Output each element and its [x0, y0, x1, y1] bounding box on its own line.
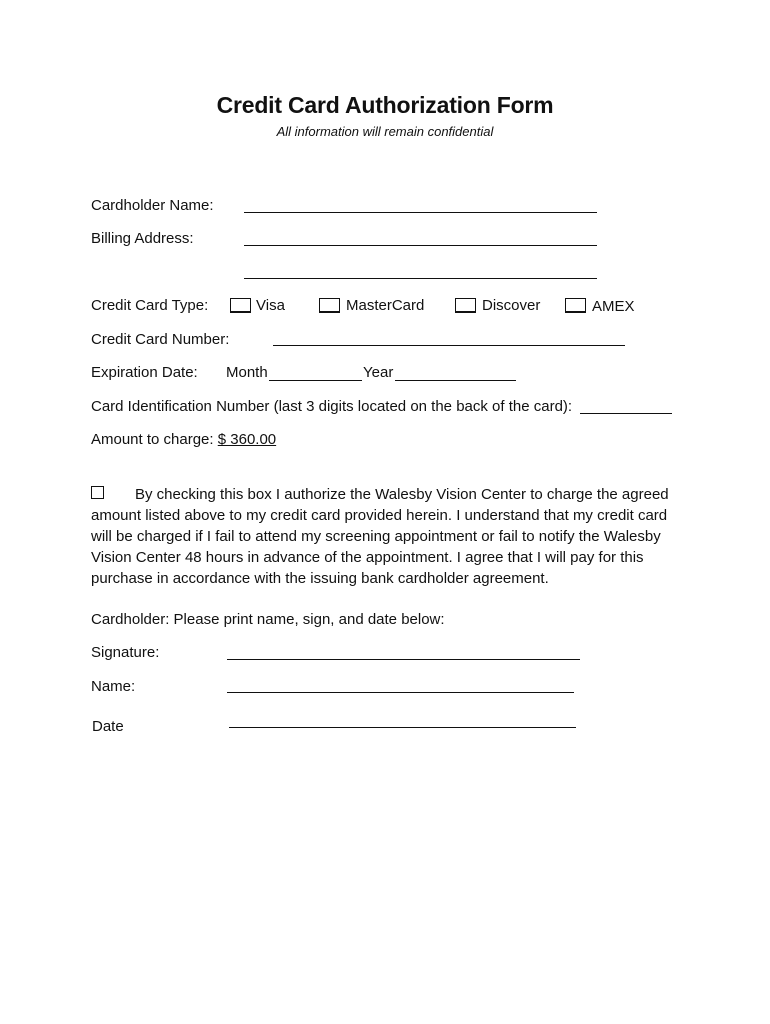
- visa-checkbox[interactable]: [230, 298, 251, 313]
- mastercard-checkbox[interactable]: [319, 298, 340, 313]
- expiration-label: Expiration Date:: [91, 364, 198, 381]
- amex-checkbox[interactable]: [565, 298, 586, 313]
- signature-label: Signature:: [91, 644, 160, 661]
- amount-value: $ 360.00: [217, 431, 277, 448]
- year-label: Year: [363, 364, 394, 381]
- cid-label: Card Identification Number (last 3 digits located on the back of the card):: [91, 398, 573, 415]
- year-field[interactable]: [395, 380, 516, 381]
- visa-label: Visa: [256, 297, 285, 314]
- mastercard-label: MasterCard: [346, 297, 425, 314]
- signature-field[interactable]: [227, 659, 580, 660]
- billing-address-label: Billing Address:: [91, 230, 194, 247]
- billing-address-field-2[interactable]: [244, 278, 597, 279]
- month-label: Month: [226, 364, 268, 381]
- cid-field[interactable]: [580, 413, 672, 414]
- cardholder-name-label: Cardholder Name:: [91, 197, 214, 214]
- instruction-text: Cardholder: Please print name, sign, and date below:: [91, 611, 445, 628]
- card-type-label: Credit Card Type:: [91, 297, 209, 314]
- authorization-text: By checking this box I authorize the Walesby Vision Center to charge the agreed amount listed above to my credit card provided herein. I understand that my credit card will be charged if I fail to attend my screening appointment or fail to notify the Walesby Vision Center 48 hours in advance of the appointment. I agree that I will pay for this purchase in accordance with the issuing bank cardholder agreement.: [91, 486, 669, 587]
- card-number-label: Credit Card Number:: [91, 331, 230, 348]
- form-title: Credit Card Authorization Form: [216, 92, 554, 118]
- amount-label: Amount to charge:: [91, 431, 214, 448]
- discover-label: Discover: [482, 297, 541, 314]
- month-field[interactable]: [269, 380, 362, 381]
- date-field[interactable]: [229, 727, 576, 728]
- amex-label: AMEX: [592, 298, 635, 315]
- name-label: Name:: [91, 678, 136, 695]
- name-field[interactable]: [227, 692, 574, 693]
- amount-row: [91, 431, 276, 448]
- authorization-paragraph: [91, 484, 683, 589]
- discover-checkbox[interactable]: [455, 298, 476, 313]
- billing-address-field-1[interactable]: [244, 245, 597, 246]
- date-label: Date: [92, 718, 124, 735]
- card-number-field[interactable]: [273, 345, 625, 346]
- cardholder-name-field[interactable]: [244, 212, 597, 213]
- form-subtitle: All information will remain confidential: [276, 124, 494, 139]
